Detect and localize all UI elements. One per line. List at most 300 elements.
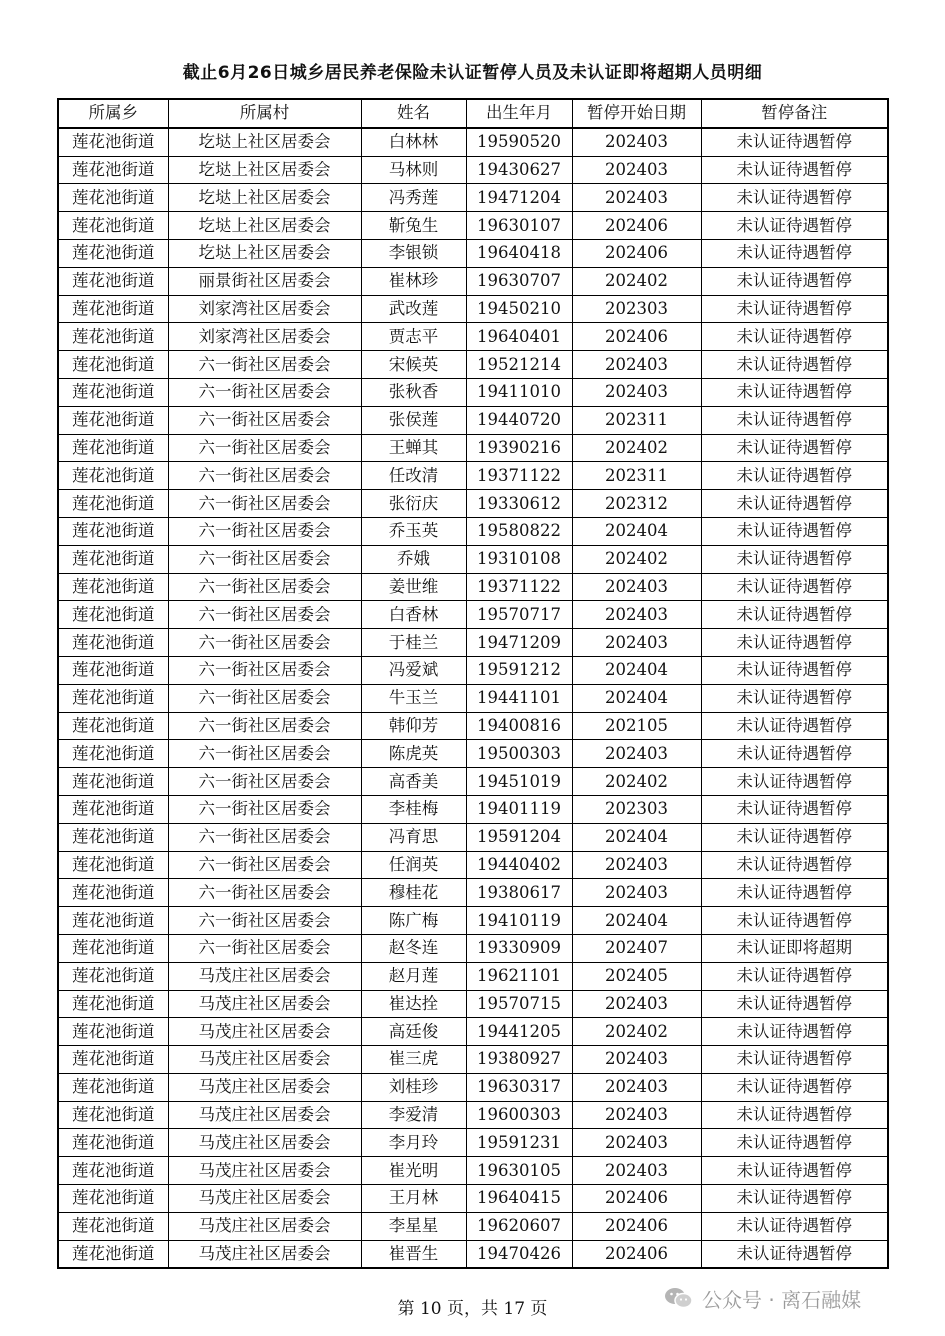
cell-suspend-start: 202403 <box>572 1046 701 1074</box>
table-row <box>58 1101 888 1129</box>
cell-suspend-note: 未认证待遇暂停 <box>701 295 888 323</box>
cell-suspend-start: 202403 <box>572 851 701 879</box>
cell-birth-date: 19591231 <box>466 1129 572 1157</box>
table-row <box>58 1018 888 1046</box>
cell-township: 莲花池街道 <box>58 462 168 490</box>
cell-name: 乔玉英 <box>361 517 466 545</box>
cell-village: 六一街社区居委会 <box>168 712 361 740</box>
cell-suspend-note: 未认证待遇暂停 <box>701 490 888 518</box>
cell-village: 马茂庄社区居委会 <box>168 990 361 1018</box>
cell-township: 莲花池街道 <box>58 879 168 907</box>
cell-name: 王月林 <box>361 1185 466 1213</box>
cell-township: 莲花池街道 <box>58 656 168 684</box>
cell-village: 六一街社区居委会 <box>168 601 361 629</box>
cell-suspend-start: 202404 <box>572 823 701 851</box>
cell-village: 六一街社区居委会 <box>168 351 361 379</box>
cell-township: 莲花池街道 <box>58 629 168 657</box>
cell-township: 莲花池街道 <box>58 267 168 295</box>
cell-suspend-note: 未认证待遇暂停 <box>701 1073 888 1101</box>
cell-birth-date: 19471209 <box>466 629 572 657</box>
cell-township: 莲花池街道 <box>58 295 168 323</box>
cell-suspend-start: 202404 <box>572 907 701 935</box>
cell-name: 任润英 <box>361 851 466 879</box>
cell-suspend-note: 未认证待遇暂停 <box>701 1185 888 1213</box>
cell-suspend-start: 202311 <box>572 462 701 490</box>
cell-birth-date: 19640418 <box>466 239 572 267</box>
cell-birth-date: 19620607 <box>466 1212 572 1240</box>
cell-suspend-start: 202402 <box>572 434 701 462</box>
cell-suspend-start: 202403 <box>572 184 701 212</box>
table-row <box>58 239 888 267</box>
cell-name: 武改莲 <box>361 295 466 323</box>
cell-birth-date: 19570717 <box>466 601 572 629</box>
cell-birth-date: 19330612 <box>466 490 572 518</box>
cell-suspend-note: 未认证待遇暂停 <box>701 434 888 462</box>
cell-suspend-start: 202407 <box>572 934 701 962</box>
cell-birth-date: 19411010 <box>466 378 572 406</box>
cell-suspend-start: 202402 <box>572 545 701 573</box>
cell-village: 六一街社区居委会 <box>168 934 361 962</box>
cell-name: 张衍庆 <box>361 490 466 518</box>
table-row <box>58 990 888 1018</box>
cell-name: 陈虎英 <box>361 740 466 768</box>
cell-suspend-start: 202406 <box>572 323 701 351</box>
cell-suspend-note: 未认证待遇暂停 <box>701 545 888 573</box>
cell-village: 六一街社区居委会 <box>168 517 361 545</box>
table-row <box>58 740 888 768</box>
table-row <box>58 351 888 379</box>
cell-township: 莲花池街道 <box>58 573 168 601</box>
cell-township: 莲花池街道 <box>58 517 168 545</box>
cell-birth-date: 19471204 <box>466 184 572 212</box>
cell-name: 于桂兰 <box>361 629 466 657</box>
cell-birth-date: 19590520 <box>466 128 572 156</box>
cell-name: 白香林 <box>361 601 466 629</box>
cell-village: 六一街社区居委会 <box>168 656 361 684</box>
cell-name: 陈广梅 <box>361 907 466 935</box>
cell-village: 六一街社区居委会 <box>168 879 361 907</box>
table-row <box>58 406 888 434</box>
cell-suspend-note: 未认证待遇暂停 <box>701 851 888 879</box>
cell-suspend-note: 未认证待遇暂停 <box>701 323 888 351</box>
cell-suspend-start: 202404 <box>572 517 701 545</box>
table-row <box>58 156 888 184</box>
header-suspend-note: 暂停备注 <box>701 99 888 128</box>
cell-birth-date: 19621101 <box>466 962 572 990</box>
cell-name: 任改清 <box>361 462 466 490</box>
cell-suspend-note: 未认证待遇暂停 <box>701 1212 888 1240</box>
cell-township: 莲花池街道 <box>58 1046 168 1074</box>
cell-birth-date: 19640401 <box>466 323 572 351</box>
table-row <box>58 1212 888 1240</box>
cell-village: 马茂庄社区居委会 <box>168 1073 361 1101</box>
cell-name: 崔林珍 <box>361 267 466 295</box>
cell-birth-date: 19401119 <box>466 795 572 823</box>
cell-birth-date: 19371122 <box>466 462 572 490</box>
cell-village: 马茂庄社区居委会 <box>168 1129 361 1157</box>
cell-suspend-start: 202403 <box>572 1101 701 1129</box>
table-row <box>58 462 888 490</box>
table-row <box>58 1073 888 1101</box>
cell-village: 刘家湾社区居委会 <box>168 323 361 351</box>
table-row <box>58 573 888 601</box>
cell-suspend-note: 未认证待遇暂停 <box>701 879 888 907</box>
table-row <box>58 267 888 295</box>
cell-name: 李爱清 <box>361 1101 466 1129</box>
cell-township: 莲花池街道 <box>58 1073 168 1101</box>
cell-village: 六一街社区居委会 <box>168 851 361 879</box>
cell-name: 李月玲 <box>361 1129 466 1157</box>
cell-suspend-start: 202406 <box>572 1212 701 1240</box>
cell-name: 宋候英 <box>361 351 466 379</box>
cell-suspend-note: 未认证待遇暂停 <box>701 712 888 740</box>
cell-birth-date: 19600303 <box>466 1101 572 1129</box>
cell-township: 莲花池街道 <box>58 907 168 935</box>
cell-suspend-note: 未认证待遇暂停 <box>701 684 888 712</box>
cell-birth-date: 19591212 <box>466 656 572 684</box>
cell-name: 姜世维 <box>361 573 466 601</box>
cell-birth-date: 19371122 <box>466 573 572 601</box>
cell-suspend-note: 未认证待遇暂停 <box>701 1046 888 1074</box>
cell-name: 张秋香 <box>361 378 466 406</box>
cell-township: 莲花池街道 <box>58 1212 168 1240</box>
cell-village: 圪垯上社区居委会 <box>168 184 361 212</box>
cell-suspend-note: 未认证待遇暂停 <box>701 629 888 657</box>
cell-suspend-note: 未认证即将超期 <box>701 934 888 962</box>
cell-name: 靳兔生 <box>361 212 466 240</box>
cell-village: 丽景街社区居委会 <box>168 267 361 295</box>
personnel-table <box>57 98 889 1269</box>
table-row <box>58 1240 888 1268</box>
cell-township: 莲花池街道 <box>58 851 168 879</box>
table-body <box>58 128 888 1269</box>
watermark-text: 公众号 · 离石融媒 <box>702 1287 862 1312</box>
cell-birth-date: 19430627 <box>466 156 572 184</box>
cell-suspend-note: 未认证待遇暂停 <box>701 351 888 379</box>
cell-suspend-start: 202403 <box>572 1129 701 1157</box>
cell-birth-date: 19470426 <box>466 1240 572 1268</box>
cell-suspend-start: 202406 <box>572 1240 701 1268</box>
table-row <box>58 795 888 823</box>
cell-suspend-start: 202403 <box>572 378 701 406</box>
cell-suspend-start: 202406 <box>572 212 701 240</box>
header-birth-date: 出生年月 <box>466 99 572 128</box>
table-row <box>58 1046 888 1074</box>
cell-township: 莲花池街道 <box>58 990 168 1018</box>
cell-township: 莲花池街道 <box>58 323 168 351</box>
cell-suspend-note: 未认证待遇暂停 <box>701 406 888 434</box>
cell-suspend-start: 202403 <box>572 601 701 629</box>
cell-suspend-start: 202402 <box>572 1018 701 1046</box>
cell-village: 马茂庄社区居委会 <box>168 1212 361 1240</box>
header-suspend-start: 暂停开始日期 <box>572 99 701 128</box>
table-row <box>58 629 888 657</box>
cell-birth-date: 19451019 <box>466 768 572 796</box>
table-row <box>58 768 888 796</box>
cell-name: 乔娥 <box>361 545 466 573</box>
cell-suspend-start: 202303 <box>572 295 701 323</box>
cell-suspend-note: 未认证待遇暂停 <box>701 378 888 406</box>
cell-township: 莲花池街道 <box>58 601 168 629</box>
cell-suspend-note: 未认证待遇暂停 <box>701 768 888 796</box>
cell-name: 崔光明 <box>361 1157 466 1185</box>
cell-village: 马茂庄社区居委会 <box>168 1185 361 1213</box>
cell-birth-date: 19380617 <box>466 879 572 907</box>
cell-suspend-start: 202403 <box>572 128 701 156</box>
cell-village: 马茂庄社区居委会 <box>168 1240 361 1268</box>
table-row <box>58 323 888 351</box>
table-row <box>58 684 888 712</box>
header-village: 所属村 <box>168 99 361 128</box>
cell-village: 六一街社区居委会 <box>168 684 361 712</box>
cell-township: 莲花池街道 <box>58 1129 168 1157</box>
cell-suspend-start: 202406 <box>572 239 701 267</box>
cell-township: 莲花池街道 <box>58 962 168 990</box>
cell-birth-date: 19330909 <box>466 934 572 962</box>
table-row <box>58 907 888 935</box>
cell-name: 冯爱斌 <box>361 656 466 684</box>
cell-name: 王蝉其 <box>361 434 466 462</box>
cell-village: 六一街社区居委会 <box>168 740 361 768</box>
cell-township: 莲花池街道 <box>58 490 168 518</box>
cell-suspend-note: 未认证待遇暂停 <box>701 184 888 212</box>
cell-suspend-note: 未认证待遇暂停 <box>701 517 888 545</box>
document-title: 截止6月26日城乡居民养老保险未认证暂停人员及未认证即将超期人员明细 <box>182 63 763 83</box>
cell-birth-date: 19441101 <box>466 684 572 712</box>
cell-suspend-start: 202403 <box>572 990 701 1018</box>
cell-village: 圪垯上社区居委会 <box>168 239 361 267</box>
cell-suspend-start: 202405 <box>572 962 701 990</box>
cell-township: 莲花池街道 <box>58 1185 168 1213</box>
cell-birth-date: 19400816 <box>466 712 572 740</box>
cell-suspend-start: 202402 <box>572 267 701 295</box>
cell-village: 圪垯上社区居委会 <box>168 128 361 156</box>
cell-village: 六一街社区居委会 <box>168 545 361 573</box>
cell-suspend-start: 202403 <box>572 351 701 379</box>
cell-birth-date: 19450210 <box>466 295 572 323</box>
cell-suspend-start: 202403 <box>572 1073 701 1101</box>
cell-village: 六一街社区居委会 <box>168 406 361 434</box>
cell-name: 贾志平 <box>361 323 466 351</box>
table-row <box>58 128 888 156</box>
table-row <box>58 962 888 990</box>
cell-village: 六一街社区居委会 <box>168 907 361 935</box>
cell-suspend-note: 未认证待遇暂停 <box>701 907 888 935</box>
cell-township: 莲花池街道 <box>58 795 168 823</box>
table-row <box>58 1129 888 1157</box>
header-name: 姓名 <box>361 99 466 128</box>
cell-township: 莲花池街道 <box>58 406 168 434</box>
cell-township: 莲花池街道 <box>58 823 168 851</box>
cell-village: 马茂庄社区居委会 <box>168 1157 361 1185</box>
cell-suspend-note: 未认证待遇暂停 <box>701 462 888 490</box>
cell-suspend-start: 202402 <box>572 768 701 796</box>
cell-village: 六一街社区居委会 <box>168 823 361 851</box>
cell-township: 莲花池街道 <box>58 740 168 768</box>
cell-suspend-note: 未认证待遇暂停 <box>701 740 888 768</box>
cell-suspend-note: 未认证待遇暂停 <box>701 1129 888 1157</box>
cell-name: 崔三虎 <box>361 1046 466 1074</box>
cell-township: 莲花池街道 <box>58 712 168 740</box>
cell-suspend-start: 202403 <box>572 573 701 601</box>
cell-birth-date: 19570715 <box>466 990 572 1018</box>
table-row <box>58 295 888 323</box>
cell-suspend-note: 未认证待遇暂停 <box>701 267 888 295</box>
cell-suspend-start: 202406 <box>572 1185 701 1213</box>
cell-birth-date: 19580822 <box>466 517 572 545</box>
cell-name: 赵冬连 <box>361 934 466 962</box>
cell-suspend-note: 未认证待遇暂停 <box>701 601 888 629</box>
table-row <box>58 212 888 240</box>
table-row <box>58 879 888 907</box>
cell-village: 圪垯上社区居委会 <box>168 156 361 184</box>
cell-suspend-note: 未认证待遇暂停 <box>701 156 888 184</box>
cell-name: 马林则 <box>361 156 466 184</box>
table-row <box>58 378 888 406</box>
cell-suspend-note: 未认证待遇暂停 <box>701 656 888 684</box>
cell-name: 李星星 <box>361 1212 466 1240</box>
table-row <box>58 545 888 573</box>
cell-village: 六一街社区居委会 <box>168 768 361 796</box>
cell-township: 莲花池街道 <box>58 1101 168 1129</box>
cell-name: 崔达拴 <box>361 990 466 1018</box>
cell-suspend-note: 未认证待遇暂停 <box>701 128 888 156</box>
cell-birth-date: 19521214 <box>466 351 572 379</box>
cell-township: 莲花池街道 <box>58 545 168 573</box>
cell-name: 冯秀莲 <box>361 184 466 212</box>
cell-name: 高廷俊 <box>361 1018 466 1046</box>
cell-township: 莲花池街道 <box>58 684 168 712</box>
table-row <box>58 823 888 851</box>
cell-name: 韩仰芳 <box>361 712 466 740</box>
cell-name: 牛玉兰 <box>361 684 466 712</box>
cell-village: 马茂庄社区居委会 <box>168 1101 361 1129</box>
cell-village: 马茂庄社区居委会 <box>168 1018 361 1046</box>
cell-birth-date: 19380927 <box>466 1046 572 1074</box>
cell-suspend-note: 未认证待遇暂停 <box>701 239 888 267</box>
cell-suspend-note: 未认证待遇暂停 <box>701 212 888 240</box>
wechat-chat-bubbles-icon <box>664 1286 694 1310</box>
cell-name: 冯育思 <box>361 823 466 851</box>
cell-name: 崔晋生 <box>361 1240 466 1268</box>
table-row <box>58 934 888 962</box>
table-row <box>58 490 888 518</box>
cell-suspend-note: 未认证待遇暂停 <box>701 573 888 601</box>
cell-suspend-note: 未认证待遇暂停 <box>701 1101 888 1129</box>
cell-birth-date: 19640415 <box>466 1185 572 1213</box>
table-row <box>58 184 888 212</box>
cell-birth-date: 19310108 <box>466 545 572 573</box>
cell-village: 马茂庄社区居委会 <box>168 962 361 990</box>
cell-township: 莲花池街道 <box>58 378 168 406</box>
cell-suspend-note: 未认证待遇暂停 <box>701 823 888 851</box>
table-row <box>58 712 888 740</box>
cell-suspend-note: 未认证待遇暂停 <box>701 1018 888 1046</box>
cell-village: 六一街社区居委会 <box>168 490 361 518</box>
cell-name: 张侯莲 <box>361 406 466 434</box>
table-row <box>58 434 888 462</box>
cell-township: 莲花池街道 <box>58 1018 168 1046</box>
cell-suspend-start: 202404 <box>572 656 701 684</box>
cell-name: 赵月莲 <box>361 962 466 990</box>
cell-township: 莲花池街道 <box>58 128 168 156</box>
cell-name: 高香美 <box>361 768 466 796</box>
cell-name: 李桂梅 <box>361 795 466 823</box>
cell-village: 六一街社区居委会 <box>168 573 361 601</box>
cell-suspend-start: 202403 <box>572 740 701 768</box>
cell-birth-date: 19390216 <box>466 434 572 462</box>
cell-suspend-start: 202404 <box>572 684 701 712</box>
table-row <box>58 601 888 629</box>
cell-suspend-note: 未认证待遇暂停 <box>701 990 888 1018</box>
table-row <box>58 656 888 684</box>
cell-suspend-note: 未认证待遇暂停 <box>701 1157 888 1185</box>
cell-suspend-start: 202403 <box>572 629 701 657</box>
table-row <box>58 1185 888 1213</box>
cell-birth-date: 19630317 <box>466 1073 572 1101</box>
cell-suspend-note: 未认证待遇暂停 <box>701 962 888 990</box>
cell-birth-date: 19630707 <box>466 267 572 295</box>
cell-name: 刘桂珍 <box>361 1073 466 1101</box>
cell-village: 圪垯上社区居委会 <box>168 212 361 240</box>
cell-birth-date: 19440402 <box>466 851 572 879</box>
cell-birth-date: 19441205 <box>466 1018 572 1046</box>
table-row <box>58 1157 888 1185</box>
cell-name: 穆桂花 <box>361 879 466 907</box>
cell-birth-date: 19591204 <box>466 823 572 851</box>
cell-suspend-start: 202312 <box>572 490 701 518</box>
cell-village: 六一街社区居委会 <box>168 629 361 657</box>
table-row <box>58 517 888 545</box>
cell-birth-date: 19630105 <box>466 1157 572 1185</box>
cell-township: 莲花池街道 <box>58 239 168 267</box>
cell-township: 莲花池街道 <box>58 351 168 379</box>
cell-township: 莲花池街道 <box>58 1157 168 1185</box>
cell-village: 六一街社区居委会 <box>168 795 361 823</box>
header-township: 所属乡 <box>58 99 168 128</box>
table-row <box>58 851 888 879</box>
cell-suspend-start: 202311 <box>572 406 701 434</box>
cell-township: 莲花池街道 <box>58 768 168 796</box>
cell-suspend-start: 202303 <box>572 795 701 823</box>
cell-township: 莲花池街道 <box>58 156 168 184</box>
cell-birth-date: 19630107 <box>466 212 572 240</box>
cell-suspend-note: 未认证待遇暂停 <box>701 1240 888 1268</box>
cell-township: 莲花池街道 <box>58 934 168 962</box>
cell-suspend-note: 未认证待遇暂停 <box>701 795 888 823</box>
cell-name: 白林林 <box>361 128 466 156</box>
cell-birth-date: 19410119 <box>466 907 572 935</box>
cell-township: 莲花池街道 <box>58 212 168 240</box>
cell-suspend-start: 202403 <box>572 1157 701 1185</box>
cell-village: 六一街社区居委会 <box>168 462 361 490</box>
table-header-row <box>58 99 888 128</box>
cell-suspend-start: 202403 <box>572 156 701 184</box>
cell-name: 李银锁 <box>361 239 466 267</box>
cell-suspend-start: 202403 <box>572 879 701 907</box>
cell-township: 莲花池街道 <box>58 184 168 212</box>
cell-village: 马茂庄社区居委会 <box>168 1046 361 1074</box>
cell-suspend-start: 202105 <box>572 712 701 740</box>
cell-birth-date: 19500303 <box>466 740 572 768</box>
cell-village: 刘家湾社区居委会 <box>168 295 361 323</box>
watermark <box>664 1283 861 1313</box>
cell-village: 六一街社区居委会 <box>168 434 361 462</box>
cell-village: 六一街社区居委会 <box>168 378 361 406</box>
cell-township: 莲花池街道 <box>58 434 168 462</box>
cell-birth-date: 19440720 <box>466 406 572 434</box>
cell-township: 莲花池街道 <box>58 1240 168 1268</box>
